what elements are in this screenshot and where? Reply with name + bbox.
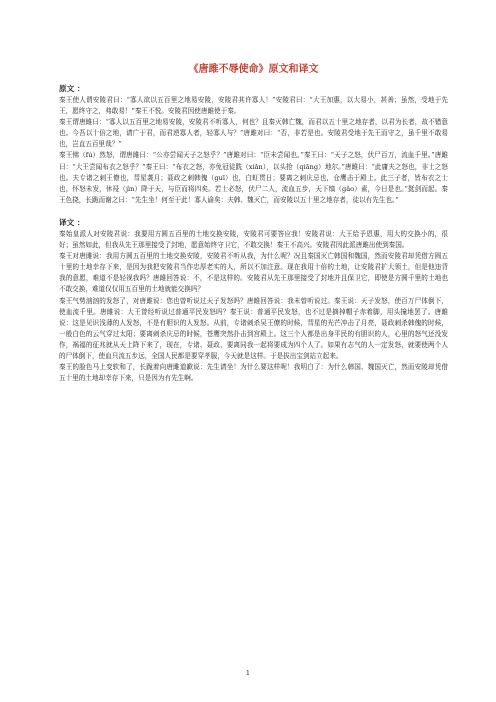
original-paragraph: 秦王谓唐雎曰：“寡人以五百里之地易安陵，安陵君不听寡人，何也？且秦灭韩亡魏，而君以五十里之地存者，以君为长者，故不错意也。今吾以十倍之地，请广于君，而君逆寡人者，轻寡人与？”唐雎对曰：“否，非若是也。安陵君受地于先王而守之，虽千里不敢易也，岂直五百里哉？” — [59, 118, 448, 149]
document-title: 《唐雎不辱使命》原文和译文 — [188, 64, 319, 75]
translation-paragraph: 秦始皇派人对安陵君说：我要用方圆五百里的土地交换安陵，安陵君可要答应我！安陵君说：大王给予恩惠，用大的交换小的，很好；虽然如此，但我从先王那里接受了封地，愿意始终守卫它，不敢交换！秦王不高兴。安陵君因此派唐雎出使到秦国。 — [59, 229, 448, 250]
original-paragraph: 秦王怫（fú）然怒，谓唐雎曰：“公亦尝闻天子之怒乎？”唐雎对曰：“臣未尝闻也。”秦王曰：“天子之怒，伏尸百万，流血千里。”唐雎曰：“大王尝闻布衣之怒乎？”秦王曰：“布衣之怒，亦免冠徒跣（xiǎn），以头抢（qiāng）地尔。”唐雎曰：“此庸夫之怒也，非士之怒也。夫专诸之刺王僚也，彗星袭月；聂政之刺韩傀（guī）也，白虹贯日；要离之刺庆忌也，仓鹰击于殿上。此三子者，皆布衣之士也，怀怒未发，休祲（jìn）降于天，与臣而将四矣。若士必怒，伏尸二人，流血五步，天下缟（gǎo）素，今日是也。”挺剑而起。秦王色挠，长跪而谢之曰：“先生坐！何至于此！寡人谕矣：夫韩、魏灭亡，而安陵以五十里之地存者，徒以有先生也。” — [59, 151, 448, 204]
translation-paragraph: 秦王对唐雎说：我用方圆五百里的土地交换安陵，安陵君不听从我，为什么呢？况且秦国灭亡韩国和魏国，然而安陵君却凭借方圆五十里的土地幸存下来，是因为我把安陵君当作忠厚老实的人，所以不加注意。现在我用十倍的土地，让安陵君扩大领土，但是他违背我的意愿，难道不是轻视我吗？唐雎回答说：不，不是这样的。安陵君从先王那里接受了封地并且保卫它，即使是方圆千里的土地也不敢交换，难道仅仅用五百里的土地就能交换吗？ — [59, 252, 448, 294]
page-number: 1 — [245, 669, 251, 677]
original-paragraph: 秦王使人谓安陵君曰：“寡人欲以五百里之地易安陵，安陵君其许寡人！”安陵君曰：“大王加惠，以大易小，甚善；虽然，受地于先王，愿终守之，弗敢易！”秦王不悦。安陵君因使唐雎使于秦。 — [59, 96, 448, 116]
section-gap — [59, 206, 448, 217]
translation-paragraph: 秦王的脸色马上变软和了，长跪着向唐雎道歉说：先生请坐！为什么要这样呢！我明白了：为什么韩国、魏国灭亡，然而安陵却凭借五十里的土地却幸存下来，只是因为有先生啊。 — [59, 363, 448, 383]
translation-heading: 译文 ： — [59, 217, 85, 227]
translation-paragraph: 秦王气势汹汹的发怒了，对唐雎说：您也曾听说过天子发怒吗？唐雎回答说：我未曾听说过。秦王说：天子发怒，使百万尸体倒下，使血流千里。唐雎说：大王曾经听说过普通平民发怒吗？秦王说：普通平民发怒，也不过是摘掉帽子赤着脚，用头撞地罢了。唐雎说：这是见识浅薄的人发怒，不是有胆识的人发怒。从前，专诸刺杀吴王僚的时候，彗星的光芒冲击了月亮，聂政刺杀韩傀的时候，一般白色的云气穿过太阳；要离刺杀庆忌的时候，苍鹰突然扑击到宫殿上。这三个人都是出身平民的有胆识的人，心里的怒气还没发作，祸福的征兆就从天上降下来了，现在，专诸、聂政、要离同我一起将要成为四个人了。如果有志气的人一定发怒，就要使两个人的尸体倒下，使血只流五步远，全国人民都是要穿孝服，今天就是这样。于是拔出宝剑站立起来。 — [59, 296, 448, 360]
original-heading: 原文 ： — [59, 84, 85, 93]
